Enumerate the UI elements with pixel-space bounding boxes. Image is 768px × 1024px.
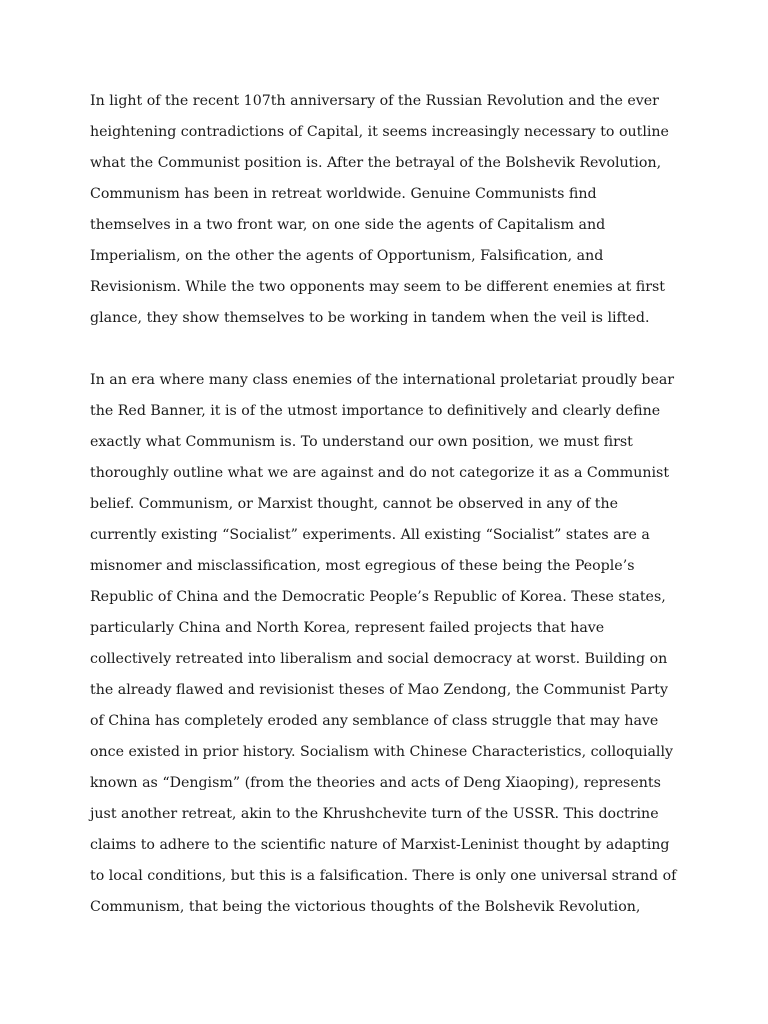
text-line: Revisionism. While the two opponents may seem to be different enemies at first bbox=[90, 279, 666, 295]
text-line: particularly China and North Korea, represent failed projects that have bbox=[90, 620, 605, 636]
text-line: known as “Dengism” (from the theories and acts of Deng Xiaoping), represents bbox=[90, 775, 661, 791]
text-line: Communism has been in retreat worldwide. Genuine Communists find bbox=[90, 186, 597, 202]
text-line: what the Communist position is. After the betrayal of the Bolshevik Revolution, bbox=[90, 155, 662, 171]
paragraph-1 bbox=[90, 86, 669, 334]
text-line: exactly what Communism is. To understand our own position, we must first bbox=[90, 434, 633, 450]
text-line: themselves in a two front war, on one side the agents of Capitalism and bbox=[90, 217, 606, 233]
text-line: collectively retreated into liberalism and social democracy at worst. Building on bbox=[90, 651, 668, 667]
text-line: currently existing “Socialist” experiments. All existing “Socialist” states are a bbox=[90, 527, 650, 543]
text-line: thoroughly outline what we are against and do not categorize it as a Communist bbox=[90, 465, 670, 481]
text-line: the already flawed and revisionist theses of Mao Zendong, the Communist Party bbox=[90, 682, 668, 698]
text-line: Imperialism, on the other the agents of Opportunism, Falsification, and bbox=[90, 248, 604, 264]
text-line: In light of the recent 107th anniversary of the Russian Revolution and the ever bbox=[90, 93, 659, 109]
text-line: heightening contradictions of Capital, it seems increasingly necessary to outline bbox=[90, 124, 669, 140]
text-line: belief. Communism, or Marxist thought, cannot be observed in any of the bbox=[90, 496, 619, 512]
document-body bbox=[90, 86, 677, 923]
text-line: to local conditions, but this is a falsification. There is only one universal strand of bbox=[90, 868, 677, 884]
paragraph-spacer bbox=[90, 334, 650, 365]
text-line: glance, they show themselves to be working in tandem when the veil is lifted. bbox=[90, 310, 650, 326]
text-line: misnomer and misclassification, most egregious of these being the People’s bbox=[90, 558, 635, 574]
paragraph-2 bbox=[90, 365, 677, 923]
text-line: of China has completely eroded any semblance of class struggle that may have bbox=[90, 713, 659, 729]
text-line: once existed in prior history. Socialism with Chinese Characteristics, colloquially bbox=[90, 744, 674, 760]
text-line: Republic of China and the Democratic People’s Republic of Korea. These states, bbox=[90, 589, 666, 605]
text-line: the Red Banner, it is of the utmost importance to definitively and clearly define bbox=[90, 403, 661, 419]
text-line: In an era where many class enemies of the international proletariat proudly bear bbox=[90, 372, 675, 388]
text-line: Communism, that being the victorious thoughts of the Bolshevik Revolution, bbox=[90, 899, 641, 915]
text-line: just another retreat, akin to the Khrushchevite turn of the USSR. This doctrine bbox=[90, 806, 659, 822]
text-line: claims to adhere to the scientific nature of Marxist-Leninist thought by adapting bbox=[90, 837, 670, 853]
